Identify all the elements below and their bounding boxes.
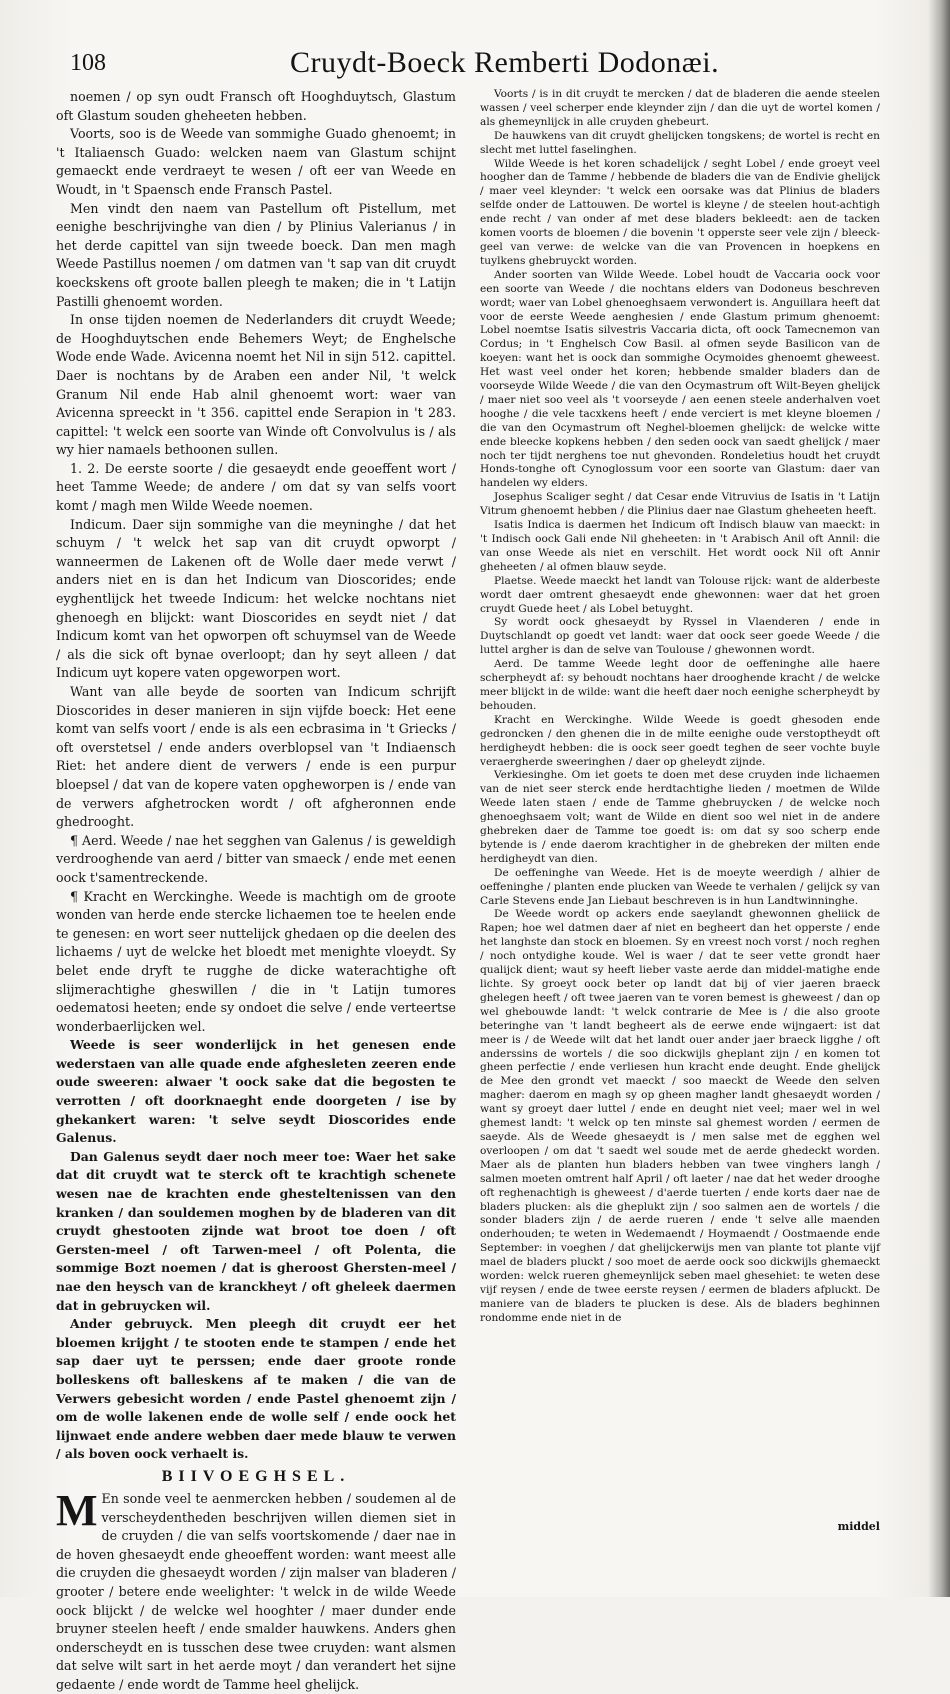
paragraph: Josephus Scaliger seght / dat Cesar ende Vitruvius de Isatis in 't Latijn Vitrum ghenoemt hebben / die Plinius daer nae Glastum gheheeten heeft.	[480, 491, 880, 518]
paragraph: Aerd. De tamme Weede leght door de oeffeninghe alle haere scherpheydt af: sy behoudt nochtans haer drooghende kracht / de welcke meer blijckt in de wilde: want die heeft daer noch eenighe scherpheydt by behouden.	[480, 658, 880, 712]
paragraph: 1. 2. De eerste soorte / die gesaeydt ende geoeffent wort / heet Tamme Weede; de andere / om dat sy van selfs voort komt / magh men Wilde Weede noemen.	[56, 460, 456, 514]
binding-edge-shadow	[928, 0, 950, 1597]
paragraph: In onse tijden noemen de Nederlanders dit cruydt Weede; de Hooghduytschen ende Behemers Weyt; de Enghelsche Wode ende Wade. Avicenna noemt het Nil in sijn 512. capittel. Daer is nochtans by de Araben een ander Nil, 't welck Granum Nil ende Hab alnil ghenoemt wort: waer van Avicenna spreeckt in 't 356. capittel ende Serapion in 't 283. capittel: 't welck een soorte van Winde oft Convolvulus is / als wy hier namaels bethoonen sullen.	[56, 312, 456, 458]
left-paragraphs	[56, 88, 456, 1464]
paragraph: Ander soorten van Wilde Weede. Lobel houdt de Vaccaria oock voor een soorte van Weede / die nochtans elders van Dodoneus beschreven wordt; waer van Lobel ghenoeghsaem verwondert is. Anguillara heeft dat voor de eerste Weede aenghesien / ende Glastum primum ghenoemt: Lobel noemtse Isatis silvestris Vaccaria dicta, oft oock Tamecnemon van Cordus; in 't Enghelsch Cow Basil. al ofmen seyde Basilicon van de koeyen: want het is oock dan sommighe Ocymoides ghenoemt gheweest. Het wast veel onder het koren; hebbende smalder bladers dan de voorseyde Wilde Weede / die van den Ocymastrum oft Wilt-Beyen ghelijck / maer niet soo veel als 't voorseyde / aen eenen steele anderhalven voet hooghe / die vele tacxkens heeft / ende verciert is met kleyne bloemen / die van den Ocymastrum oft Neghel-bloemen ghelijck: de welcke witte ende bleecke kopkens hebben / den seden oock van saedt ghelijck / maer noch ter tijdt nerghens toe nut ghevonden. Rondeletius houdt het cruydt Honds-tonghe oft Cynoglossum voor een soorte van Glastum: daer van handelen wy elders.	[480, 268, 880, 490]
paragraph: Men vindt den naem van Pastellum oft Pistellum, met eenighe beschrijvinghe van dien / by Plinius Valerianus / in het derde capittel van sijn tweede boeck. Dan men magh Weede Pastillus noemen / om datmen van 't sap van dit cruydt koeckskens oft groote ballen pleegh te maken; die in 't Latijn Pastilli ghenoemt worden.	[56, 200, 456, 309]
paragraph: Wilde Weede is het koren schadelijck / seght Lobel / ende groeyt veel hoogher dan de Tamme / hebbende de bladers die van de Endivie ghelijck / maer veel kleynder: 't welck een oorsake was dat Plinius de bladers selfde onder de Lattouwen. De wortel is kleyne / de steelen hout-achtigh ende recht / van onder af met dese bladers bekleedt: aen de tacken komen voorts de bloemen / die bovenin 't opperste seer vele zijn / bleeck-geel van verwe: de welcke van die van Provencen in hoepkens en tuylkens ghebruyckt worden.	[480, 157, 880, 267]
dropcap-paragraph	[56, 1485, 456, 1694]
paragraph: Plaetse. Weede maeckt het landt van Tolouse rijck: want de alderbeste wordt daer omtrent ghesaeydt ende ghewonnen: waer dat het groen cruydt Guede heet / als Lobel betuyght.	[480, 574, 880, 615]
paragraph: ¶ Aerd. Weede / nae het segghen van Galenus / is geweldigh verdrooghende van aerd / bitter van smaeck / ende met eenen oock t'samentreckende.	[56, 832, 456, 885]
paragraph: noemen / op syn oudt Fransch oft Hooghduytsch, Glastum oft Glastum souden gheheeten hebben.	[56, 89, 456, 123]
paragraph: De Weede wordt op ackers ende saeylandt ghewonnen gheliick de Rapen; hoe wel datmen daer af niet en begheert dan het opperste / ende het langhste dan stock en bloemen. Sy en vreest noch vorst / noch reghen / noch ontydighe koude. Wel is waer / dat te seer vette grondt haer qualijck dient; waut sy heeft lieber vaste aerde dan middel-matighe ende lichte. Sy groeyt oock beter op landt dat bij of vier jaeren braeck ghelegen heeft / oft twee jaeren van te voren bemest is gheweest / dan op wel ghebouwde landt: 't welck contrarie de Mee is / die also groote beteringhe van 't landt begheert als de eerwe ende wijngaert: ist dat meer is / de Weede wilt dat het landt ouer ander jaer braeck ligghe / oft anderssins de wortels / die soo dickwijls gheplant zijn / en komen tot gheen perfectie / ende verliesen hun kracht ende deught. Ende ghelijck de Mee den grondt vet maeckt / soo maeckt de Weede den selven magher: daerom en magh sy op gheen magher landt ghesaeydt worden / want sy groeyt daer luttel / ende en deught niet veel; maer wel in wel ghemest landt: 't welck op ten minste sal ghemest worden / eermen de saeyde. Als de Weede ghesaeydt is / men salse met de egghen wel overloopen / om dat 't saedt wel soude met de aerde ghedeckt worden. Maer als de planten hun bladers hebben van twee vinghers langh / salmen moeten omtrent half April / oft laeter / nae dat het weder drooghe oft reghenachtigh is gheweest / d'aerde tuerten / ende korts daer nae de bladers plucken: als die gheplukt zijn / soo salmen aen de wortels / die sonder bladers zijn / de aerde rueren / ende 't selve alle maenden onderhouden; te weten in Wedemaendt / Hoymaendt / Oostmaende ende September: in voeghen / dat ghelijckerwijs men van plante tot plante vijf mael de bladers pluckt / soo moet de aerde oock soo dickwijls ghemaeckt worden: welck rueren ghemeynlijck seben mael ghesehiet: te weten dese vijf reysen / ende de twee eerste reysen / eermen de bladers afpluckt. De maniere van de bladers te plucken is dese. Als de bladers beghinnen rondomme ende niet in de	[480, 908, 880, 1324]
paragraph: De oeffeninghe van Weede. Het is de moeyte weerdigh / alhier de oeffeninghe / planten ende plucken van Weede te verhalen / gelijck sy van Carle Stevens ende Jan Liebaut beschreven is in hun Landtwinninghe.	[480, 866, 880, 907]
right-paragraphs	[480, 88, 880, 1326]
dropcap-paragraph-text: En sonde veel te aenmercken hebben / soudemen al de verscheydentheden beschrijven willen diemen siet in de cruyden / die van selfs voortskomende / daer nae in de hoven ghesaeydt ende gheoeffent worden: want meest alle die cruyden die ghesaeydt worden / zijn malser van bladeren / grooter / betere ende weelighter: 't welck in de wilde Weede oock blijckt / de welcke wel hooghter / maer dunder ende bruyner steelen heeft / ende smalder hauwkens. Anders ghen onderscheydt en is tusschen dese twee cruyden: want alsmen dat selve wilt sart in het aerde moyt / dan verandert het sijne gedaente / ende wordt de Tamme heel ghelijck.	[56, 1490, 456, 1692]
page-number: 108	[70, 50, 106, 76]
page-header	[70, 44, 890, 84]
paragraph: Weede is seer wonderlijck in het genesen ende wederstaen van alle quade ende afghesleten zeeren ende oude sweeren: alwaer 't oock sake dat die begosten te verrotten / oft doorknaeght ende doorgeten / ise by ghekankert waren: 't selve seydt Dioscorides ende Galenus.	[56, 1037, 456, 1146]
paragraph: Ander gebruyck. Men pleegh dit cruydt eer het bloemen krijght / te stooten ende te stampen / ende het sap daer uyt te perssen; ende daer groote ronde bolleskens oft balleskens af te maken / die van de Verwers gebesicht worden / ende Pastel ghenoemt zijn / om de wolle lakenen ende de wolle self / ende oock het lijnwaet ende andere webben daer mede blauw te verwen / als boven oock verhaelt is.	[56, 1316, 456, 1462]
paragraph: ¶ Kracht en Werckinghe. Weede is machtigh om de groote wonden van herde ende stercke lichaemen toe te heelen ende te genesen: en wort seer nuttelijck ghedaen op die deelen des lichaems / uyt de welcke het bloedt met menighte vloeydt. Sy belet ende dryft te rugghe de dicke waterachtighe oft slijmerachtighe gheswillen / die in 't Latijn tumores oedematosi heeten; ende sy ondoet die selve / ende verteertse wonderbaerlijcken wel.	[56, 888, 456, 1034]
section-title: BIIVOEGHSEL.	[161, 1467, 351, 1485]
paragraph: Voorts, soo is de Weede van sommighe Guado ghenoemt; in 't Italiaensch Guado: welcken naem van Glastum schijnt gemaeckt ende verdraeyt te wesen / oft eer van Weede en Woudt, in 't Spaensch ende Fransch Pastel.	[56, 126, 456, 197]
paragraph: Want van alle beyde de soorten van Indicum schrijft Dioscorides in deser manieren in sijn vijfde boeck: Het eene komt van selfs voort / ende is als een ecbrasima in 't Griecks / oft overstetsel / ende anders overblopsel van 't Indiaensch Riet: het andere dient de verwers / ende is een purpur bloepsel / dat van de kopere vaten opgheworpen is / ende van de verwers afghetrocken wordt / oft afgheronnen ende ghedrooght.	[56, 684, 456, 830]
paragraph: Isatis Indica is daermen het Indicum oft Indisch blauw van maeckt: in 't Indisch oock Gali ende Nil gheheeten: in 't Arabisch Anil oft Annil: die van onse Weede als niet en verschilt. Het wordt oock Nil oft Annir gheheeten / al ofmen blauw seyde.	[480, 519, 880, 573]
paragraph: De hauwkens van dit cruydt ghelijcken tongskens; de wortel is recht en slecht met luttel faselinghen.	[480, 129, 880, 156]
catchword: middel	[837, 1520, 880, 1533]
left-column	[56, 88, 456, 1692]
paragraph: Indicum. Daer sijn sommighe van die meyninghe / dat het schuym / 't welck het sap van dit cruydt opworpt / wanneermen de Lakenen oft de Wolle daer mede verwt / anders niet en is dan het Indicum van Dioscorides; ende eyghentlijck het tweede Indicum: het welcke nochtans niet ghenoegh en blijckt: want Dioscorides en seydt niet / dat Indicum komt van het opworpen oft schuymsel van de Weede / als die sick oft bynae overloopt; dan hy seyt alleen / dat Indicum uyt kopere vaten opgeworpen wort.	[56, 516, 456, 681]
paragraph: Verkiesinghe. Om iet goets te doen met dese cruyden inde lichaemen van de niet seer sterck ende herdtachtighe lieden / moetmen de Wilde Weede laten staen / ende de Tamme ghebruycken / de welcke noch ghenoeghsaem volt; want de Wilde en dient soo wel niet in de andere ghebreken daer de Tamme toe goedt is: om dat sy soo scherp ende bytende is / ende daerom krachtigher in de ghebreken der milten ende herdigheydt van dien.	[480, 769, 880, 865]
dropcap-letter: M	[56, 1485, 98, 1535]
running-title: Cruydt-Boeck Remberti Dodonæi.	[290, 46, 720, 79]
paragraph: Kracht en Werckinghe. Wilde Weede is goedt ghesoden ende gedroncken / den ghenen die in de milte eenighe oude verstoptheydt oft herdigheydt hebben: die is oock seer goedt teghen de seer vochte buyle veraergherde sweeringhen / daer op gheleydt zijnde.	[480, 713, 880, 768]
paragraph: Voorts / is in dit cruydt te mercken / dat de bladeren die aende steelen wassen / veel scherper ende kleynder zijn / dan die uyt de wortel komen / als ghemeynlijck in alle cruyden ghebeurt.	[480, 88, 880, 128]
paragraph: Dan Galenus seydt daer noch meer toe: Waer het sake dat dit cruydt wat te sterck oft te krachtigh schenete wesen nae de krachten ende ghesteltenissen van den kranken / dan souldemen moghen by de bladeren van dit cruydt ghestooten zijnde wat broot toe doen / oft Gersten-meel / oft Tarwen-meel / oft Polenta, die sommige Bozt noemen / dat is gheroost Ghersten-meel / nae den heysch van de kranckheyt / oft gheleek daermen dat in gebruycken wil.	[56, 1148, 456, 1313]
paragraph: Sy wordt oock ghesaeydt by Ryssel in Vlaenderen / ende in Duytschlandt op goedt vet landt: waer dat oock seer goede Weede / die luttel argher is dan de selve van Toulouse / ghewonnen wordt.	[480, 616, 880, 657]
right-column	[480, 88, 880, 1508]
